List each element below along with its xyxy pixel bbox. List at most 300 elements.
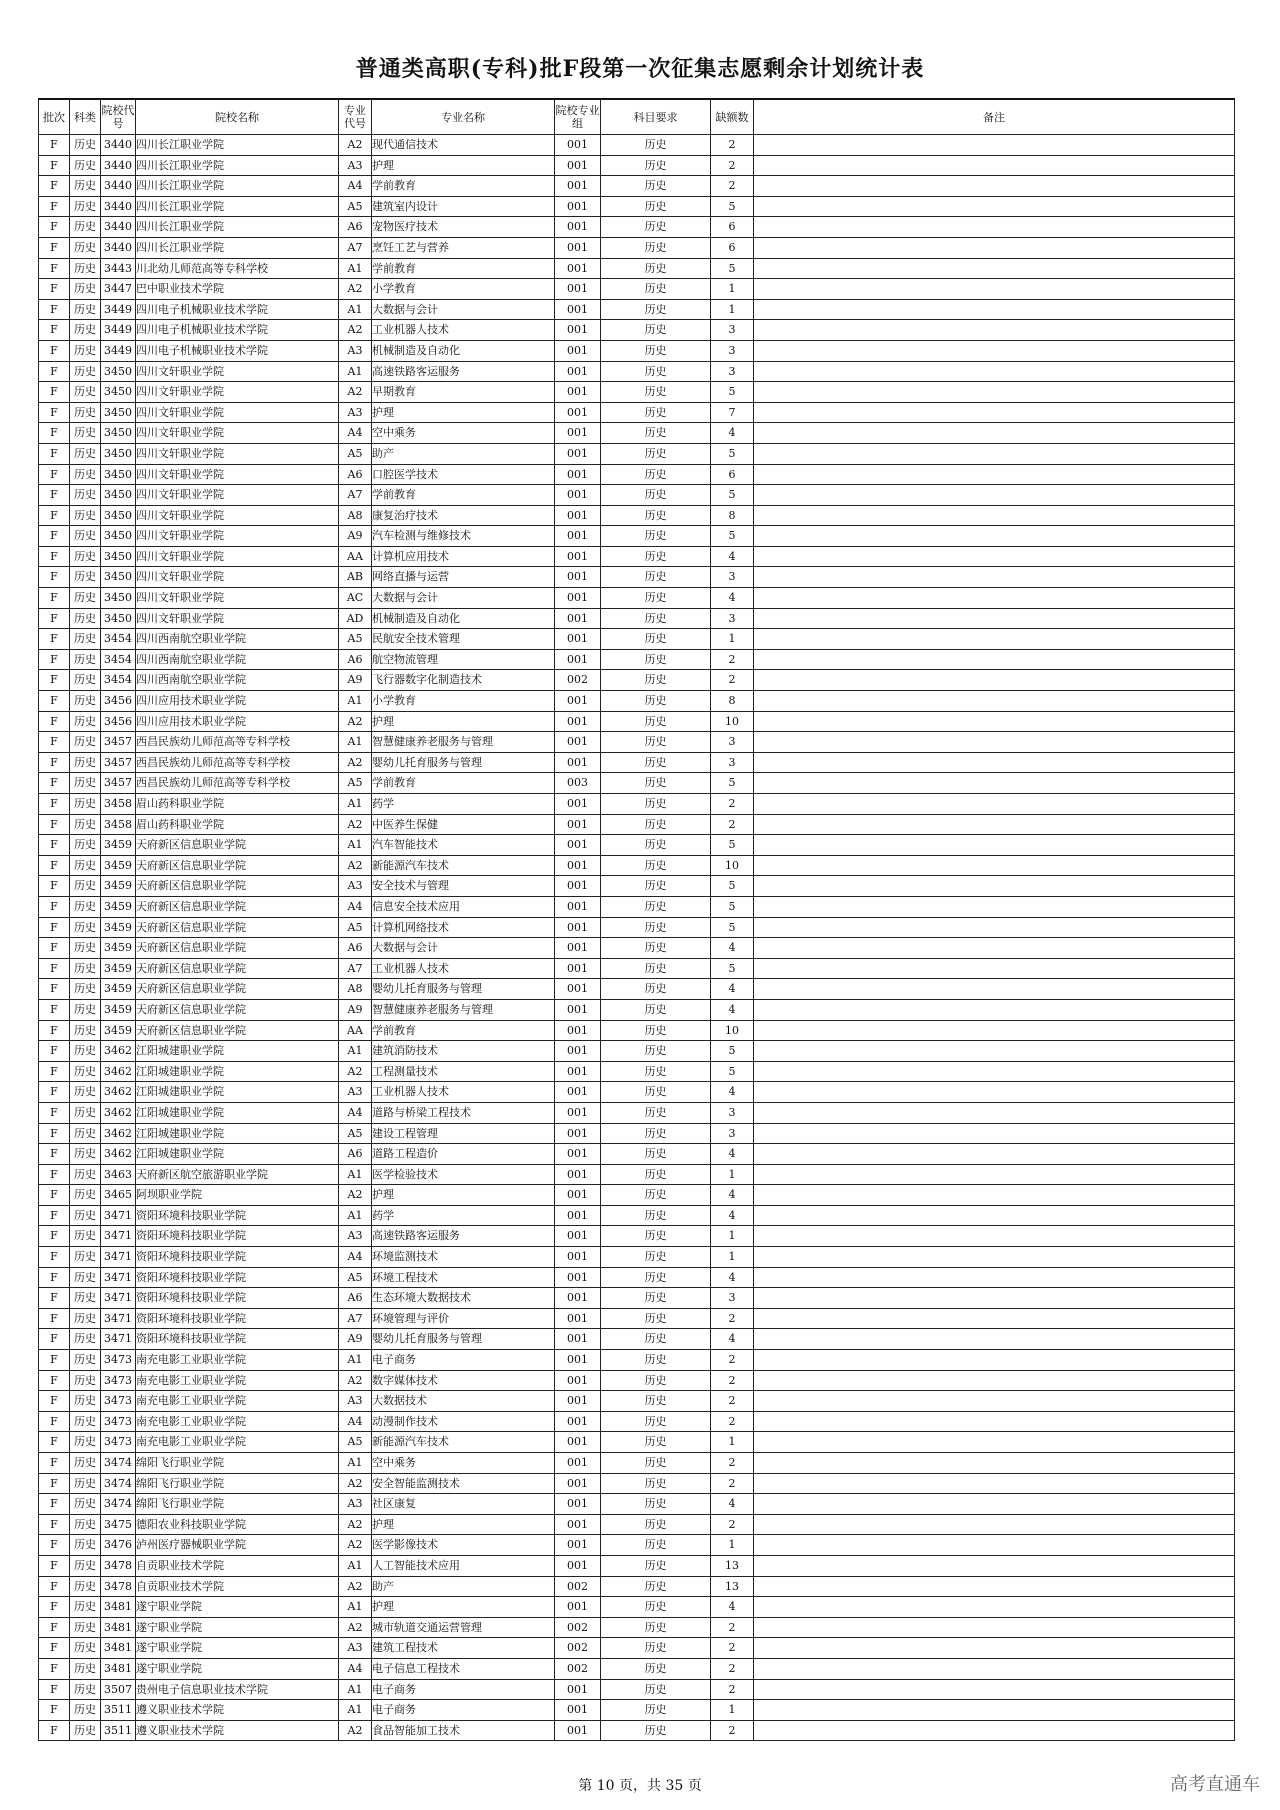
table-row xyxy=(39,464,1235,485)
cell-group: 001 xyxy=(555,1597,601,1618)
cell-major-code: A2 xyxy=(339,814,372,835)
cell-batch: F xyxy=(39,1267,70,1288)
cell-group: 001 xyxy=(555,217,601,238)
cell-batch: F xyxy=(39,505,70,526)
cell-school-name: 四川长江职业学院 xyxy=(136,217,339,238)
cell-vacancies: 7 xyxy=(711,402,754,423)
cell-batch: F xyxy=(39,1700,70,1721)
cell-school-code: 3471 xyxy=(101,1205,136,1226)
cell-group: 001 xyxy=(555,794,601,815)
cell-group: 001 xyxy=(555,237,601,258)
cell-category: 历史 xyxy=(70,1700,101,1721)
cell-batch: F xyxy=(39,361,70,382)
cell-vacancies: 4 xyxy=(711,1329,754,1350)
table-row xyxy=(39,155,1235,176)
cell-vacancies: 3 xyxy=(711,567,754,588)
cell-major-code: A9 xyxy=(339,1329,372,1350)
table-row xyxy=(39,505,1235,526)
cell-school-code: 3473 xyxy=(101,1370,136,1391)
cell-category: 历史 xyxy=(70,526,101,547)
cell-school-code: 3475 xyxy=(101,1514,136,1535)
cell-major-name: 小学教育 xyxy=(372,691,555,712)
cell-major-name: 护理 xyxy=(372,402,555,423)
cell-school-code: 3478 xyxy=(101,1576,136,1597)
cell-major-code: A4 xyxy=(339,1658,372,1679)
cell-major-code: A6 xyxy=(339,1288,372,1309)
table-row xyxy=(39,1350,1235,1371)
cell-major-code: A4 xyxy=(339,176,372,197)
cell-subject-req: 历史 xyxy=(601,1494,711,1515)
table-row xyxy=(39,649,1235,670)
cell-school-name: 眉山药科职业学院 xyxy=(136,794,339,815)
cell-major-name: 航空物流管理 xyxy=(372,649,555,670)
cell-category: 历史 xyxy=(70,1350,101,1371)
cell-batch: F xyxy=(39,176,70,197)
cell-major-name: 药学 xyxy=(372,794,555,815)
cell-category: 历史 xyxy=(70,979,101,1000)
cell-remarks xyxy=(754,1617,1235,1638)
cell-vacancies: 4 xyxy=(711,979,754,1000)
cell-group: 001 xyxy=(555,855,601,876)
cell-school-code: 3449 xyxy=(101,320,136,341)
cell-school-code: 3473 xyxy=(101,1432,136,1453)
table-row xyxy=(39,1226,1235,1247)
cell-category: 历史 xyxy=(70,999,101,1020)
cell-major-name: 护理 xyxy=(372,1185,555,1206)
cell-major-name: 现代通信技术 xyxy=(372,135,555,156)
cell-group: 001 xyxy=(555,814,601,835)
header-remarks: 备注 xyxy=(754,99,1235,135)
cell-category: 历史 xyxy=(70,773,101,794)
cell-major-name: 药学 xyxy=(372,1205,555,1226)
cell-subject-req: 历史 xyxy=(601,546,711,567)
cell-school-name: 西昌民族幼儿师范高等专科学校 xyxy=(136,752,339,773)
cell-school-name: 南充电影工业职业学院 xyxy=(136,1411,339,1432)
cell-school-code: 3462 xyxy=(101,1082,136,1103)
cell-remarks xyxy=(754,176,1235,197)
cell-school-name: 资阳环境科技职业学院 xyxy=(136,1267,339,1288)
plan-table xyxy=(38,98,1235,1741)
cell-major-code: A2 xyxy=(339,1185,372,1206)
cell-school-name: 绵阳飞行职业学院 xyxy=(136,1494,339,1515)
header-group: 院校专业组 xyxy=(555,99,601,135)
cell-major-name: 建筑工程技术 xyxy=(372,1638,555,1659)
cell-school-code: 3454 xyxy=(101,670,136,691)
cell-category: 历史 xyxy=(70,1658,101,1679)
cell-subject-req: 历史 xyxy=(601,1267,711,1288)
cell-category: 历史 xyxy=(70,546,101,567)
cell-major-name: 早期教育 xyxy=(372,382,555,403)
cell-major-name: 计算机应用技术 xyxy=(372,546,555,567)
cell-school-code: 3474 xyxy=(101,1453,136,1474)
cell-subject-req: 历史 xyxy=(601,732,711,753)
cell-school-code: 3450 xyxy=(101,423,136,444)
cell-category: 历史 xyxy=(70,1020,101,1041)
cell-remarks xyxy=(754,588,1235,609)
cell-vacancies: 1 xyxy=(711,1164,754,1185)
cell-school-code: 3471 xyxy=(101,1226,136,1247)
table-row xyxy=(39,732,1235,753)
cell-major-name: 环境管理与评价 xyxy=(372,1308,555,1329)
cell-subject-req: 历史 xyxy=(601,299,711,320)
cell-batch: F xyxy=(39,608,70,629)
cell-group: 001 xyxy=(555,1247,601,1268)
cell-vacancies: 5 xyxy=(711,443,754,464)
cell-remarks xyxy=(754,1370,1235,1391)
cell-school-code: 3459 xyxy=(101,896,136,917)
cell-group: 001 xyxy=(555,402,601,423)
cell-school-code: 3465 xyxy=(101,1185,136,1206)
cell-major-name: 学前教育 xyxy=(372,773,555,794)
cell-school-code: 3476 xyxy=(101,1535,136,1556)
cell-vacancies: 5 xyxy=(711,917,754,938)
cell-remarks xyxy=(754,443,1235,464)
cell-group: 001 xyxy=(555,1391,601,1412)
cell-batch: F xyxy=(39,732,70,753)
cell-group: 002 xyxy=(555,670,601,691)
cell-remarks xyxy=(754,1247,1235,1268)
header-school-code: 院校代号 xyxy=(101,99,136,135)
cell-major-name: 工业机器人技术 xyxy=(372,958,555,979)
cell-school-code: 3462 xyxy=(101,1123,136,1144)
cell-subject-req: 历史 xyxy=(601,773,711,794)
cell-vacancies: 5 xyxy=(711,485,754,506)
cell-major-code: A7 xyxy=(339,237,372,258)
cell-subject-req: 历史 xyxy=(601,1329,711,1350)
cell-batch: F xyxy=(39,670,70,691)
cell-category: 历史 xyxy=(70,1494,101,1515)
cell-batch: F xyxy=(39,1535,70,1556)
cell-vacancies: 1 xyxy=(711,1700,754,1721)
cell-vacancies: 5 xyxy=(711,876,754,897)
cell-remarks xyxy=(754,196,1235,217)
cell-subject-req: 历史 xyxy=(601,464,711,485)
cell-school-name: 四川文轩职业学院 xyxy=(136,526,339,547)
cell-category: 历史 xyxy=(70,1123,101,1144)
cell-major-code: AA xyxy=(339,1020,372,1041)
table-row xyxy=(39,1205,1235,1226)
cell-batch: F xyxy=(39,1061,70,1082)
cell-group: 002 xyxy=(555,1617,601,1638)
cell-vacancies: 1 xyxy=(711,1226,754,1247)
cell-major-name: 汽车检测与维修技术 xyxy=(372,526,555,547)
cell-vacancies: 3 xyxy=(711,361,754,382)
cell-subject-req: 历史 xyxy=(601,752,711,773)
table-row xyxy=(39,1638,1235,1659)
cell-school-code: 3450 xyxy=(101,608,136,629)
cell-subject-req: 历史 xyxy=(601,691,711,712)
cell-subject-req: 历史 xyxy=(601,1308,711,1329)
cell-group: 001 xyxy=(555,464,601,485)
cell-group: 001 xyxy=(555,1082,601,1103)
cell-school-code: 3457 xyxy=(101,732,136,753)
cell-subject-req: 历史 xyxy=(601,1205,711,1226)
cell-category: 历史 xyxy=(70,217,101,238)
cell-group: 001 xyxy=(555,876,601,897)
cell-major-name: 婴幼儿托育服务与管理 xyxy=(372,979,555,1000)
cell-school-name: 天府新区信息职业学院 xyxy=(136,835,339,856)
cell-school-code: 3450 xyxy=(101,567,136,588)
cell-school-name: 四川长江职业学院 xyxy=(136,155,339,176)
cell-school-code: 3447 xyxy=(101,279,136,300)
cell-major-code: A7 xyxy=(339,1308,372,1329)
cell-vacancies: 4 xyxy=(711,1494,754,1515)
cell-remarks xyxy=(754,917,1235,938)
cell-major-name: 新能源汽车技术 xyxy=(372,1432,555,1453)
cell-group: 001 xyxy=(555,1144,601,1165)
cell-major-code: A5 xyxy=(339,917,372,938)
table-row xyxy=(39,423,1235,444)
cell-remarks xyxy=(754,1144,1235,1165)
cell-school-code: 3457 xyxy=(101,752,136,773)
cell-vacancies: 6 xyxy=(711,237,754,258)
cell-school-code: 3474 xyxy=(101,1473,136,1494)
cell-school-code: 3459 xyxy=(101,938,136,959)
cell-subject-req: 历史 xyxy=(601,423,711,444)
cell-remarks xyxy=(754,1020,1235,1041)
cell-subject-req: 历史 xyxy=(601,876,711,897)
cell-category: 历史 xyxy=(70,711,101,732)
table-row xyxy=(39,917,1235,938)
cell-vacancies: 2 xyxy=(711,1453,754,1474)
cell-major-name: 智慧健康养老服务与管理 xyxy=(372,732,555,753)
cell-major-name: 助产 xyxy=(372,1576,555,1597)
cell-category: 历史 xyxy=(70,958,101,979)
cell-school-name: 四川电子机械职业技术学院 xyxy=(136,299,339,320)
cell-category: 历史 xyxy=(70,1720,101,1741)
cell-category: 历史 xyxy=(70,340,101,361)
cell-subject-req: 历史 xyxy=(601,258,711,279)
cell-vacancies: 3 xyxy=(711,1288,754,1309)
cell-group: 001 xyxy=(555,691,601,712)
cell-category: 历史 xyxy=(70,608,101,629)
table-row xyxy=(39,896,1235,917)
cell-vacancies: 2 xyxy=(711,814,754,835)
cell-school-code: 3449 xyxy=(101,299,136,320)
cell-vacancies: 5 xyxy=(711,1061,754,1082)
cell-remarks xyxy=(754,752,1235,773)
cell-batch: F xyxy=(39,526,70,547)
cell-school-code: 3471 xyxy=(101,1267,136,1288)
cell-school-code: 3450 xyxy=(101,526,136,547)
table-row xyxy=(39,608,1235,629)
cell-batch: F xyxy=(39,752,70,773)
cell-vacancies: 5 xyxy=(711,958,754,979)
cell-school-code: 3456 xyxy=(101,711,136,732)
cell-major-code: A3 xyxy=(339,1226,372,1247)
table-row xyxy=(39,567,1235,588)
cell-batch: F xyxy=(39,443,70,464)
cell-major-name: 道路与桥梁工程技术 xyxy=(372,1102,555,1123)
cell-remarks xyxy=(754,1535,1235,1556)
cell-school-name: 四川西南航空职业学院 xyxy=(136,649,339,670)
cell-remarks xyxy=(754,1185,1235,1206)
cell-school-name: 四川文轩职业学院 xyxy=(136,608,339,629)
cell-remarks xyxy=(754,526,1235,547)
cell-remarks xyxy=(754,691,1235,712)
table-row xyxy=(39,382,1235,403)
cell-school-name: 四川文轩职业学院 xyxy=(136,402,339,423)
cell-major-name: 城市轨道交通运营管理 xyxy=(372,1617,555,1638)
cell-group: 001 xyxy=(555,732,601,753)
cell-school-name: 江阳城建职业学院 xyxy=(136,1041,339,1062)
cell-category: 历史 xyxy=(70,1370,101,1391)
cell-major-name: 烹饪工艺与营养 xyxy=(372,237,555,258)
cell-vacancies: 2 xyxy=(711,1679,754,1700)
cell-remarks xyxy=(754,1597,1235,1618)
cell-group: 001 xyxy=(555,1700,601,1721)
cell-vacancies: 3 xyxy=(711,340,754,361)
cell-batch: F xyxy=(39,1144,70,1165)
table-row xyxy=(39,526,1235,547)
cell-school-code: 3471 xyxy=(101,1329,136,1350)
cell-school-name: 四川长江职业学院 xyxy=(136,135,339,156)
cell-subject-req: 历史 xyxy=(601,588,711,609)
cell-major-code: A5 xyxy=(339,773,372,794)
cell-subject-req: 历史 xyxy=(601,1597,711,1618)
cell-school-code: 3473 xyxy=(101,1391,136,1412)
cell-category: 历史 xyxy=(70,1308,101,1329)
cell-vacancies: 2 xyxy=(711,1350,754,1371)
cell-batch: F xyxy=(39,1679,70,1700)
cell-major-name: 电子商务 xyxy=(372,1700,555,1721)
cell-remarks xyxy=(754,835,1235,856)
table-row xyxy=(39,794,1235,815)
cell-remarks xyxy=(754,999,1235,1020)
cell-batch: F xyxy=(39,382,70,403)
header-major-code: 专业代号 xyxy=(339,99,372,135)
cell-batch: F xyxy=(39,1391,70,1412)
cell-batch: F xyxy=(39,999,70,1020)
cell-batch: F xyxy=(39,979,70,1000)
cell-subject-req: 历史 xyxy=(601,1288,711,1309)
cell-major-name: 高速铁路客运服务 xyxy=(372,1226,555,1247)
cell-major-name: 建筑室内设计 xyxy=(372,196,555,217)
cell-category: 历史 xyxy=(70,135,101,156)
cell-vacancies: 3 xyxy=(711,752,754,773)
cell-batch: F xyxy=(39,1082,70,1103)
cell-vacancies: 3 xyxy=(711,320,754,341)
cell-batch: F xyxy=(39,1370,70,1391)
cell-subject-req: 历史 xyxy=(601,711,711,732)
table-row xyxy=(39,1514,1235,1535)
cell-vacancies: 4 xyxy=(711,1267,754,1288)
cell-remarks xyxy=(754,1082,1235,1103)
cell-batch: F xyxy=(39,1350,70,1371)
cell-group: 001 xyxy=(555,917,601,938)
cell-category: 历史 xyxy=(70,320,101,341)
cell-vacancies: 5 xyxy=(711,258,754,279)
cell-school-name: 江阳城建职业学院 xyxy=(136,1061,339,1082)
cell-major-name: 学前教育 xyxy=(372,258,555,279)
table-row xyxy=(39,1061,1235,1082)
cell-school-code: 3450 xyxy=(101,588,136,609)
cell-batch: F xyxy=(39,279,70,300)
table-row xyxy=(39,1247,1235,1268)
cell-major-code: A3 xyxy=(339,402,372,423)
cell-vacancies: 1 xyxy=(711,299,754,320)
cell-vacancies: 13 xyxy=(711,1555,754,1576)
cell-major-code: A4 xyxy=(339,896,372,917)
cell-school-name: 绵阳飞行职业学院 xyxy=(136,1473,339,1494)
cell-major-name: 安全技术与管理 xyxy=(372,876,555,897)
cell-subject-req: 历史 xyxy=(601,1082,711,1103)
cell-school-name: 西昌民族幼儿师范高等专科学校 xyxy=(136,773,339,794)
cell-group: 001 xyxy=(555,711,601,732)
cell-major-name: 中医养生保健 xyxy=(372,814,555,835)
cell-subject-req: 历史 xyxy=(601,526,711,547)
cell-category: 历史 xyxy=(70,649,101,670)
cell-category: 历史 xyxy=(70,1638,101,1659)
table-row xyxy=(39,1597,1235,1618)
cell-school-name: 南充电影工业职业学院 xyxy=(136,1391,339,1412)
cell-batch: F xyxy=(39,1185,70,1206)
cell-major-code: A3 xyxy=(339,155,372,176)
cell-group: 001 xyxy=(555,361,601,382)
cell-subject-req: 历史 xyxy=(601,608,711,629)
cell-school-name: 江阳城建职业学院 xyxy=(136,1144,339,1165)
table-row xyxy=(39,217,1235,238)
cell-category: 历史 xyxy=(70,1555,101,1576)
cell-category: 历史 xyxy=(70,1411,101,1432)
cell-remarks xyxy=(754,382,1235,403)
cell-school-code: 3481 xyxy=(101,1617,136,1638)
cell-batch: F xyxy=(39,485,70,506)
cell-major-name: 机械制造及自动化 xyxy=(372,608,555,629)
cell-subject-req: 历史 xyxy=(601,1576,711,1597)
cell-school-code: 3507 xyxy=(101,1679,136,1700)
cell-remarks xyxy=(754,1329,1235,1350)
cell-school-code: 3462 xyxy=(101,1061,136,1082)
cell-category: 历史 xyxy=(70,279,101,300)
cell-major-code: A2 xyxy=(339,752,372,773)
cell-group: 001 xyxy=(555,299,601,320)
page-number: 第 10 页，共 35 页 xyxy=(578,1778,702,1794)
cell-vacancies: 4 xyxy=(711,423,754,444)
table-row xyxy=(39,1370,1235,1391)
cell-batch: F xyxy=(39,1205,70,1226)
table-row xyxy=(39,691,1235,712)
cell-batch: F xyxy=(39,258,70,279)
cell-batch: F xyxy=(39,938,70,959)
cell-category: 历史 xyxy=(70,299,101,320)
cell-school-name: 天府新区信息职业学院 xyxy=(136,938,339,959)
cell-remarks xyxy=(754,1514,1235,1535)
table-row xyxy=(39,299,1235,320)
cell-school-code: 3440 xyxy=(101,176,136,197)
cell-category: 历史 xyxy=(70,237,101,258)
cell-vacancies: 10 xyxy=(711,855,754,876)
cell-batch: F xyxy=(39,1288,70,1309)
cell-school-name: 贵州电子信息职业技术学院 xyxy=(136,1679,339,1700)
cell-subject-req: 历史 xyxy=(601,1350,711,1371)
cell-subject-req: 历史 xyxy=(601,1535,711,1556)
cell-remarks xyxy=(754,320,1235,341)
cell-subject-req: 历史 xyxy=(601,1617,711,1638)
cell-batch: F xyxy=(39,1432,70,1453)
cell-batch: F xyxy=(39,299,70,320)
cell-major-name: 电子商务 xyxy=(372,1350,555,1371)
cell-batch: F xyxy=(39,1638,70,1659)
cell-school-code: 3473 xyxy=(101,1350,136,1371)
cell-vacancies: 3 xyxy=(711,1123,754,1144)
cell-vacancies: 2 xyxy=(711,155,754,176)
cell-school-name: 遂宁职业学院 xyxy=(136,1658,339,1679)
cell-group: 001 xyxy=(555,176,601,197)
cell-subject-req: 历史 xyxy=(601,1041,711,1062)
cell-batch: F xyxy=(39,237,70,258)
table-row xyxy=(39,1494,1235,1515)
